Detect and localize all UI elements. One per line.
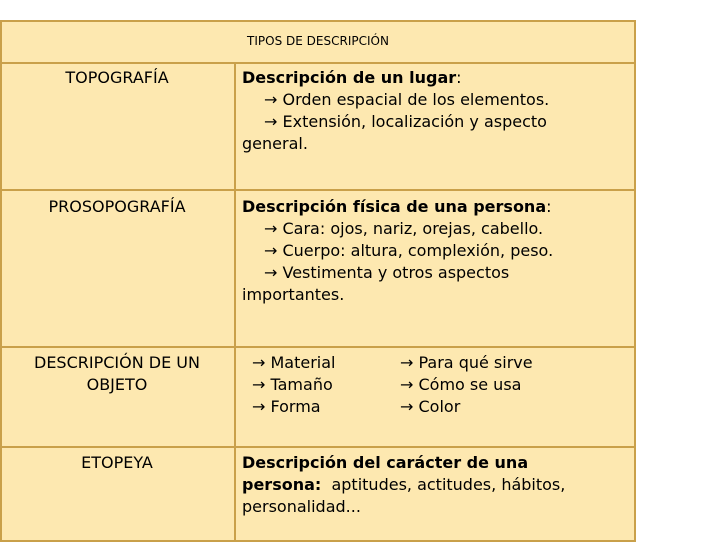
row-text: aptitudes, actitudes, hábitos, [331, 475, 566, 494]
row-label-prosopografia: PROSOPOGRAFÍA [48, 197, 186, 216]
list-tail: importantes. [242, 285, 345, 304]
list-item: → Cara: ojos, nariz, orejas, cabello. [264, 219, 544, 238]
row-label-line: DESCRIPCIÓN DE UN [34, 353, 200, 372]
row-divider [0, 446, 636, 448]
row-content-topografia [242, 67, 632, 155]
list-item: → Color [400, 397, 461, 416]
row-heading: Descripción de un lugar [242, 68, 457, 87]
row-heading: Descripción del carácter de una [242, 453, 529, 472]
row-divider [0, 189, 636, 191]
list-item: → Forma [252, 397, 321, 416]
row-content-prosopografia [242, 196, 632, 306]
list-item: → Tamaño [252, 375, 333, 394]
row-content-etopeya [242, 452, 632, 518]
object-column-b [400, 352, 533, 418]
column-divider [234, 64, 236, 542]
list-item: → Vestimenta y otros aspectos [264, 263, 510, 282]
table-title: TIPOS DE DESCRIPCIÓN [0, 20, 636, 64]
row-label-topografia: TOPOGRAFÍA [65, 68, 169, 87]
list-tail: general. [242, 134, 308, 153]
heading-colon: : [546, 197, 552, 216]
list-tail: personalidad... [242, 497, 361, 516]
row-divider [0, 346, 636, 348]
row-heading: Descripción física de una persona [242, 197, 547, 216]
list-item: → Material [252, 353, 336, 372]
list-item: → Para qué sirve [400, 353, 533, 372]
list-item: → Cuerpo: altura, complexión, peso. [264, 241, 554, 260]
heading-colon: : [456, 68, 462, 87]
row-label-etopeya: ETOPEYA [81, 453, 153, 472]
object-column-a [252, 352, 336, 418]
list-item: → Orden espacial de los elementos. [264, 90, 550, 109]
row-label-line: OBJETO [86, 375, 148, 394]
list-item: → Extensión, localización y aspecto [264, 112, 547, 131]
list-item: → Cómo se usa [400, 375, 522, 394]
row-label-objeto [0, 352, 234, 396]
row-heading: persona: [242, 475, 322, 494]
